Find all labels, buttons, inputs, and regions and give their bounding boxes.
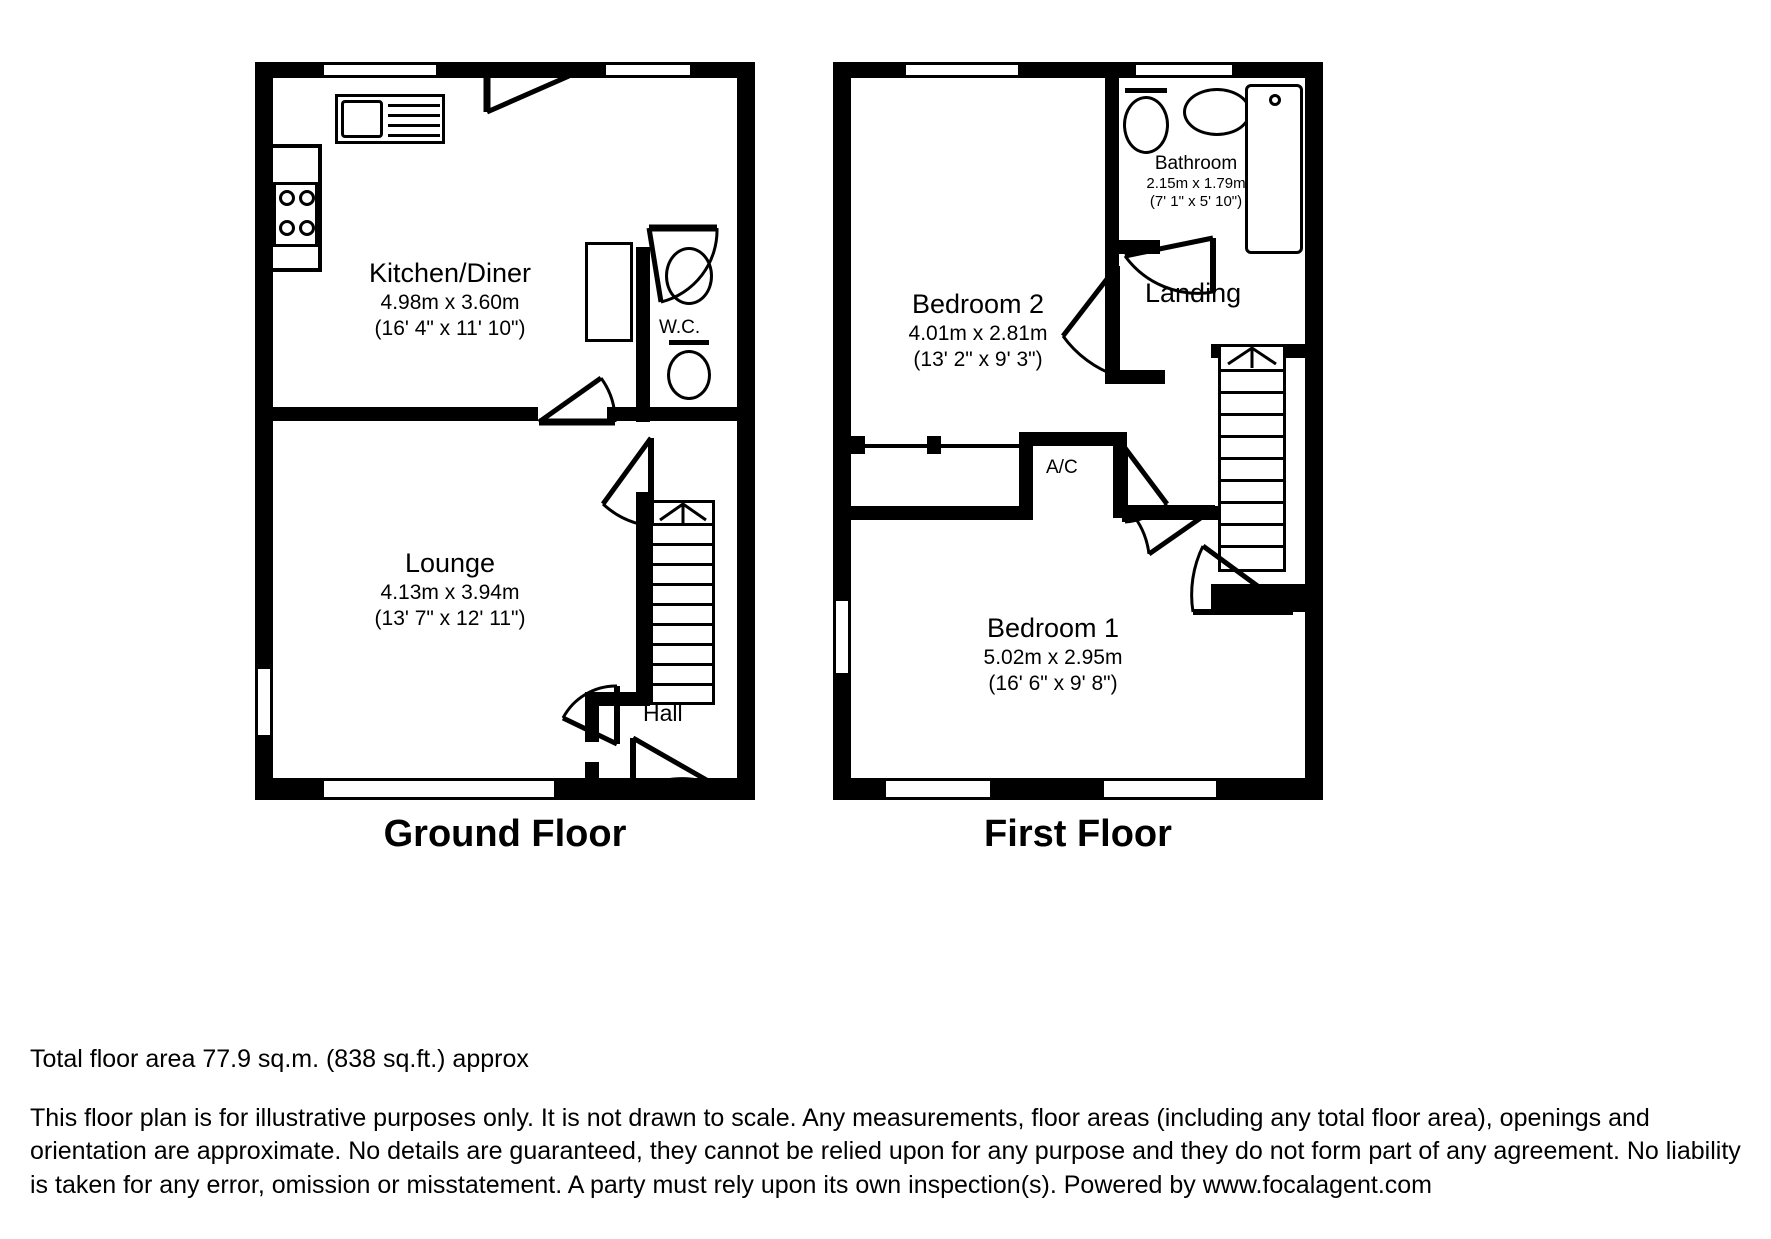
window-bedroom1-bottom-left (883, 778, 993, 800)
room-label-lounge (300, 547, 600, 631)
room-name: Bedroom 1 (986, 613, 1120, 643)
room-dim-metric: 4.98m x 3.60m (380, 290, 520, 314)
room-dim-metric: 4.13m x 3.94m (380, 580, 520, 604)
room-dim-imperial: (13' 7" x 12' 11") (374, 606, 526, 630)
room-dim-imperial: (16' 4" x 11' 10") (374, 316, 526, 340)
room-name: Bathroom (1154, 153, 1238, 174)
window-bedroom1-left (833, 598, 851, 676)
wall-left (833, 62, 851, 800)
door-front-entrance (627, 730, 723, 802)
wall-right (1305, 62, 1323, 800)
disclaimer-text: This floor plan is for illustrative purposes only. It is not drawn to scale. Any measurements, floor areas (including any total floor area), openings and orientation are approximate. No details are guaranteed, they cannot be relied upon for any purpose and they do not form part of any agreement. No liability is taken for any error, omission or misstatement. A party must rely upon its own inspection(s). Powered by www.focalagent.com (30, 1104, 1741, 1199)
wall-right (737, 62, 755, 800)
room-label-bedroom2 (853, 288, 1103, 372)
window-bathroom-top (1133, 62, 1235, 78)
toilet-icon (1123, 96, 1169, 154)
room-name: Bedroom 2 (911, 289, 1045, 319)
door-kitchen-top (483, 62, 573, 118)
counter-edge-horizontal (273, 144, 322, 148)
room-dim-imperial: (16' 6" x 9' 8") (988, 671, 1118, 695)
wall-ac-top (1019, 432, 1127, 446)
ground-floor-title: Ground Floor (383, 813, 627, 855)
room-label-wc: W.C. (659, 317, 701, 338)
window-kitchen-top-right (603, 62, 693, 78)
opening-stub-left (851, 436, 865, 454)
door-kitchen-to-hall (531, 372, 621, 428)
door-lounge-to-hall (595, 432, 661, 532)
room-label-bedroom1 (923, 612, 1183, 696)
room-name: Lounge (404, 548, 496, 578)
door-wc (643, 222, 723, 312)
wall-bedroom1-door-stub (1211, 598, 1305, 612)
stairs-direction-arrow (1218, 344, 1286, 374)
room-label-kitchen-diner (295, 257, 605, 341)
first-floor-title: First Floor (984, 813, 1172, 855)
door-hall-under-stairs (555, 678, 625, 754)
room-dim-imperial: (13' 2" x 9' 3") (913, 347, 1043, 371)
room-dim-metric: 2.15m x 1.79m (1146, 175, 1246, 193)
sink-basin (341, 100, 383, 138)
room-label-hall: Hall (643, 700, 683, 726)
room-label-bathroom (1101, 152, 1291, 212)
window-lounge-bottom (321, 778, 557, 800)
room-dim-metric: 5.02m x 2.95m (983, 645, 1123, 669)
bath-tap-icon (1269, 94, 1281, 106)
total-floor-area-text: Total floor area 77.9 sq.m. (838 sq.ft.) approx (30, 1045, 529, 1073)
wc-toilet-icon (667, 350, 711, 400)
basin-icon (1183, 88, 1251, 136)
wall-wc-horizontal (607, 407, 737, 421)
first-floor-plan (833, 62, 1323, 802)
room-label-ac: A/C (1046, 457, 1078, 478)
wall-hall-bottom-stub (585, 762, 599, 800)
ground-floor-plan (255, 62, 755, 802)
footer (30, 1045, 1750, 1202)
window-bedroom1-bottom-right (1101, 778, 1219, 800)
room-label-landing: Landing (1145, 278, 1242, 308)
counter-edge-vertical (318, 144, 322, 268)
opening-stub-mid (927, 436, 941, 454)
wall-internal-horizontal (255, 407, 538, 421)
window-kitchen-top-left (321, 62, 439, 78)
window-bedroom2-top (903, 62, 1021, 78)
room-dim-metric: 4.01m x 2.81m (908, 321, 1048, 345)
window-lounge-left (255, 666, 273, 738)
room-dim-imperial: (7' 1" x 5' 10") (1149, 193, 1243, 211)
room-name: Kitchen/Diner (368, 258, 532, 288)
wall-landing-bottom (833, 506, 1033, 520)
